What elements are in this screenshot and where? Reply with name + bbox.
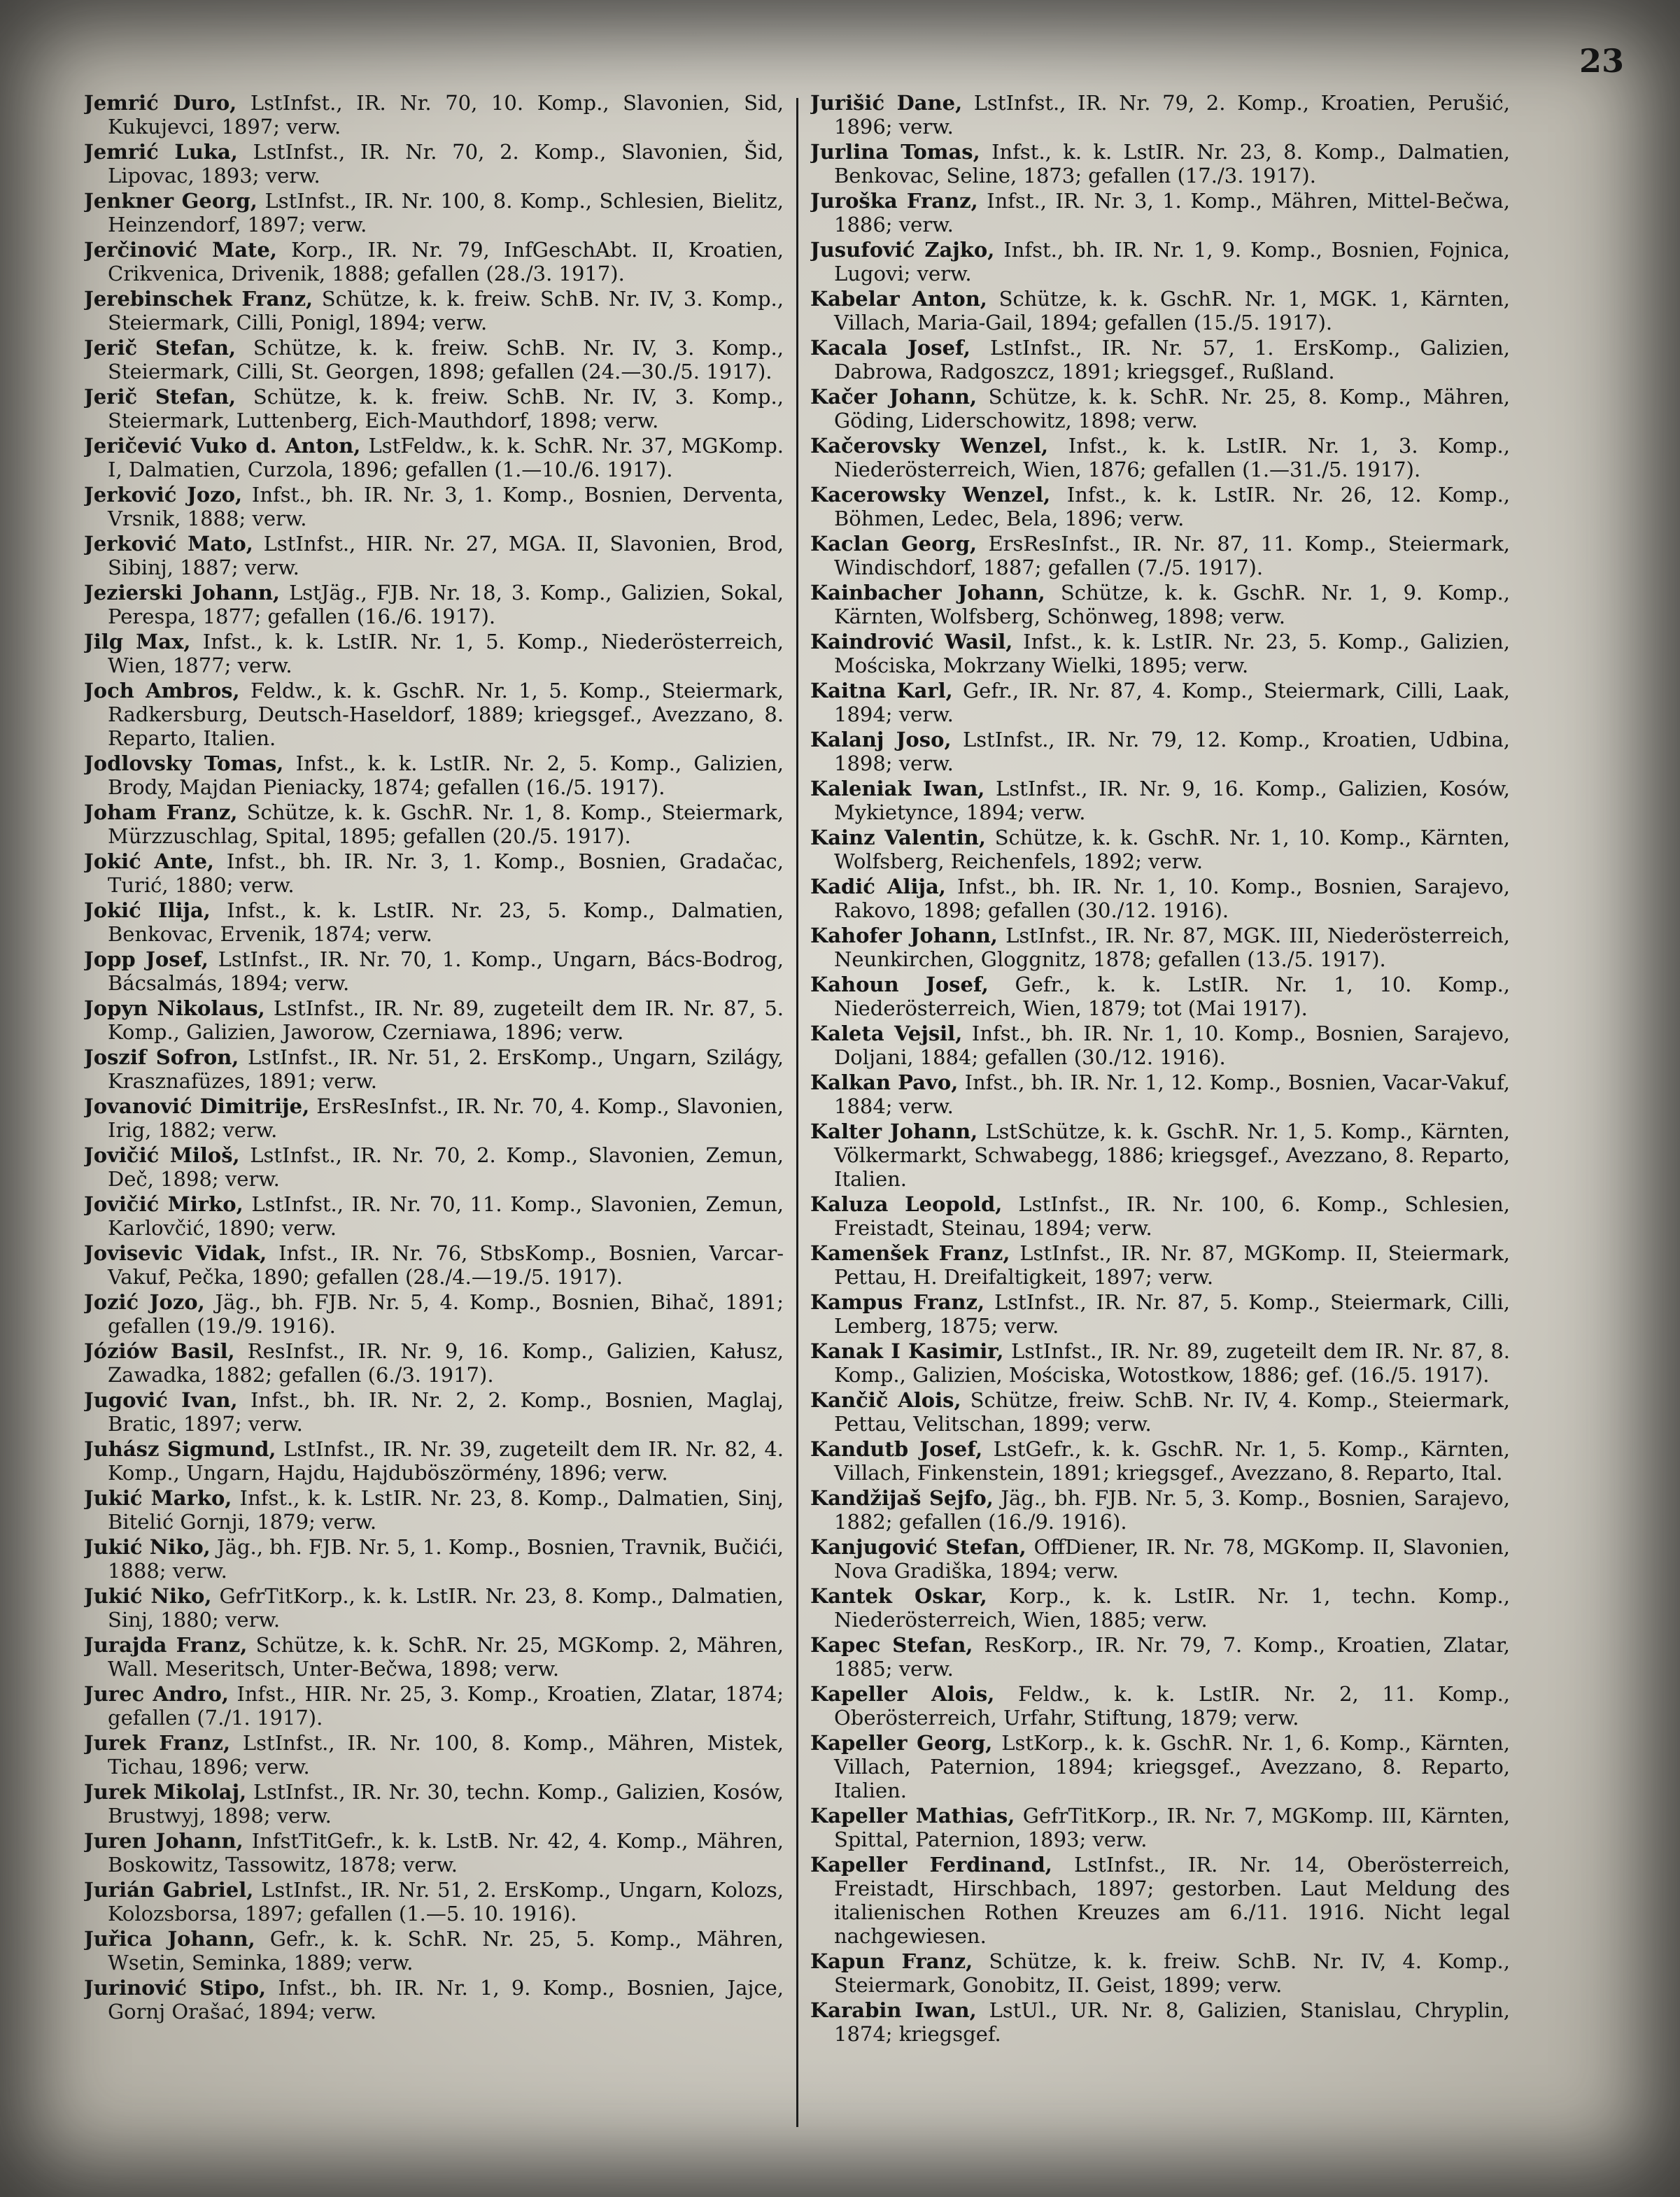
entry-details: LstInfst., IR. Nr. 100, 8. Komp., Mähren, Mistek, Tichau, 1896; verw. xyxy=(108,1731,784,1779)
entry-name: Kapeller Alois, xyxy=(810,1682,995,1706)
casualty-entry xyxy=(84,1976,784,2023)
casualty-entry xyxy=(810,973,1510,1020)
entry-details: Infst., k. k. LstIR. Nr. 23, 5. Komp., Dalmatien, Benkovac, Ervenik, 1874; verw. xyxy=(108,898,784,946)
casualty-entry xyxy=(84,1486,784,1534)
entry-name: Jerebinschek Franz, xyxy=(84,287,313,311)
casualty-entry xyxy=(84,385,784,432)
entry-name: Kadić Alija, xyxy=(810,875,946,898)
entry-name: Jodlovsky Tomas, xyxy=(84,751,284,775)
entry-details: LstKorp., k. k. GschR. Nr. 1, 6. Komp., Kärnten, Villach, Paternion, 1894; kriegsgef., Avezzano, 8. Reparto, Italien. xyxy=(834,1731,1510,1802)
entry-name: Józiów Basil, xyxy=(84,1339,235,1363)
entry-details: Infst., k. k. LstIR. Nr. 1, 5. Komp., Niederösterreich, Wien, 1877; verw. xyxy=(108,630,784,677)
entry-name: Kapun Franz, xyxy=(810,1949,973,1973)
casualty-entry xyxy=(84,1437,784,1485)
entry-details: LstInfst., IR. Nr. 70, 1. Komp., Ungarn, Bács-Bodrog, Bácsalmás, 1894; verw. xyxy=(108,947,784,995)
entry-name: Kandžijaš Sejfo, xyxy=(810,1486,994,1510)
entry-name: Kaleniak Iwan, xyxy=(810,777,985,800)
entry-details: Gefr., k. k. SchR. Nr. 25, 5. Komp., Mähren, Wsetin, Seminka, 1889; verw. xyxy=(108,1927,784,1975)
casualty-entry xyxy=(84,1780,784,1828)
casualty-entry xyxy=(84,238,784,285)
entry-details: LstInfst., IR. Nr. 39, zugeteilt dem IR. Nr. 82, 4. Komp., Ungarn, Hajdu, Hajduböszörmény, 1896; verw. xyxy=(108,1437,784,1485)
entry-details: Infst., bh. IR. Nr. 3, 1. Komp., Bosnien, Derventa, Vrsnik, 1888; verw. xyxy=(108,483,784,530)
entry-name: Jurián Gabriel, xyxy=(84,1878,254,1902)
entry-name: Kaleta Vejsil, xyxy=(810,1022,963,1045)
entry-name: Kacala Josef, xyxy=(810,336,970,360)
casualty-entry xyxy=(84,581,784,628)
casualty-entry xyxy=(810,287,1510,334)
casualty-entry xyxy=(810,679,1510,726)
entry-name: Jukić Marko, xyxy=(84,1486,232,1510)
casualty-entry xyxy=(810,630,1510,677)
casualty-entry xyxy=(84,1241,784,1289)
entry-name: Kapeller Mathias, xyxy=(810,1804,1015,1828)
entry-details: ErsResInfst., IR. Nr. 70, 4. Komp., Slavonien, Irig, 1882; verw. xyxy=(108,1094,784,1142)
casualty-entry xyxy=(810,483,1510,530)
casualty-entry xyxy=(84,1682,784,1730)
entry-details: Infst., bh. IR. Nr. 1, 10. Komp., Bosnien, Sarajevo, Doljani, 1884; gefallen (30./12. 1916). xyxy=(834,1022,1510,1069)
entry-details: GefrTitKorp., k. k. LstIR. Nr. 23, 8. Komp., Dalmatien, Sinj, 1880; verw. xyxy=(108,1584,784,1632)
entry-details: LstInfst., IR. Nr. 51, 2. ErsKomp., Ungarn, Szilágy, Krasznafüzes, 1891; verw. xyxy=(108,1045,784,1093)
entry-details: Gefr., IR. Nr. 87, 4. Komp., Steiermark, Cilli, Laak, 1894; verw. xyxy=(834,679,1510,726)
casualty-entry xyxy=(810,1633,1510,1681)
entry-name: Jokić Ilija, xyxy=(84,898,211,922)
entry-name: Jurek Mikolaj, xyxy=(84,1780,247,1804)
entry-name: Juhász Sigmund, xyxy=(84,1437,276,1461)
right-column xyxy=(810,91,1510,2162)
entry-name: Jopyn Nikolaus, xyxy=(84,996,265,1020)
casualty-entry xyxy=(84,1584,784,1632)
entry-name: Jurek Franz, xyxy=(84,1731,231,1755)
entry-details: LstInfst., IR. Nr. 89, zugeteilt dem IR. Nr. 87, 5. Komp., Galizien, Jaworow, Czerniawa, 1896; verw. xyxy=(108,996,784,1044)
casualty-entry xyxy=(810,1290,1510,1338)
casualty-entry xyxy=(810,581,1510,628)
casualty-entry xyxy=(810,1853,1510,1948)
entry-name: Kanak I Kasimir, xyxy=(810,1339,1004,1363)
entry-name: Kandutb Josef, xyxy=(810,1437,983,1461)
casualty-entry xyxy=(810,1804,1510,1851)
entry-details: Schütze, k. k. GschR. Nr. 1, 8. Komp., Steiermark, Mürzzuschlag, Spital, 1895; gefallen (20./5. 1917). xyxy=(108,800,784,848)
entry-details: Schütze, k. k. GschR. Nr. 1, 10. Komp., Kärnten, Wolfsberg, Reichenfels, 1892; verw. xyxy=(834,826,1510,873)
casualty-entry xyxy=(810,1998,1510,2046)
entry-name: Jurinović Stipo, xyxy=(84,1976,267,2000)
entry-details: Infst., bh. IR. Nr. 2, 2. Komp., Bosnien, Maglaj, Bratic, 1897; verw. xyxy=(108,1388,784,1436)
casualty-entry xyxy=(810,777,1510,824)
casualty-entry xyxy=(84,483,784,530)
entry-details: LstInfst., IR. Nr. 87, MGK. III, Niederösterreich, Neunkirchen, Gloggnitz, 1878; gefallen (13./5. 1917). xyxy=(834,924,1510,971)
entry-details: LstInfst., IR. Nr. 9, 16. Komp., Galizien, Kosów, Mykietynce, 1894; verw. xyxy=(834,777,1510,824)
entry-details: LstInfst., IR. Nr. 100, 6. Komp., Schlesien, Freistadt, Steinau, 1894; verw. xyxy=(834,1192,1510,1240)
casualty-entry xyxy=(84,1731,784,1779)
entry-name: Jeričević Vuko d. Anton, xyxy=(84,434,361,458)
entry-name: Joham Franz, xyxy=(84,800,238,824)
casualty-entry xyxy=(84,1633,784,1681)
entry-details: LstInfst., IR. Nr. 87, MGKomp. II, Steiermark, Pettau, H. Dreifaltigkeit, 1897; verw. xyxy=(834,1241,1510,1289)
casualty-entry xyxy=(810,1535,1510,1583)
casualty-entry xyxy=(810,532,1510,579)
left-column xyxy=(84,91,784,2162)
entry-name: Kančič Alois, xyxy=(810,1388,961,1412)
casualty-entry xyxy=(810,434,1510,481)
casualty-entry xyxy=(84,1192,784,1240)
entry-name: Juroška Franz, xyxy=(810,189,978,213)
entry-name: Jovisevic Vidak, xyxy=(84,1241,267,1265)
entry-name: Kapec Stefan, xyxy=(810,1633,973,1657)
casualty-entry xyxy=(84,336,784,383)
column-divider xyxy=(796,98,798,2127)
entry-details: Schütze, freiw. SchB. Nr. IV, 4. Komp., Steiermark, Pettau, Velitschan, 1899; verw. xyxy=(834,1388,1510,1436)
entry-details: Schütze, k. k. SchR. Nr. 25, MGKomp. 2, Mähren, Wall. Meseritsch, Unter-Bečwa, 1898; verw. xyxy=(108,1633,784,1681)
casualty-entry xyxy=(810,1437,1510,1485)
entry-details: Infst., HIR. Nr. 25, 3. Komp., Kroatien, Zlatar, 1874; gefallen (7./1. 1917). xyxy=(108,1682,784,1730)
casualty-entry xyxy=(84,630,784,677)
entry-details: Infst., k. k. LstIR. Nr. 1, 3. Komp., Niederösterreich, Wien, 1876; gefallen (1.—31./5. 1917). xyxy=(834,434,1510,481)
entry-details: Korp., k. k. LstIR. Nr. 1, techn. Komp., Niederösterreich, Wien, 1885; verw. xyxy=(834,1584,1510,1632)
entry-name: Kampus Franz, xyxy=(810,1290,985,1314)
casualty-entry xyxy=(810,385,1510,432)
casualty-entry xyxy=(810,1119,1510,1191)
entry-name: Kaclan Georg, xyxy=(810,532,977,556)
entry-name: Jusufović Zajko, xyxy=(810,238,995,262)
entry-details: Schütze, k. k. SchR. Nr. 25, 8. Komp., Mähren, Göding, Liderschowitz, 1898; verw. xyxy=(834,385,1510,432)
entry-details: LstInfst., IR. Nr. 70, 2. Komp., Slavonien, Šid, Lipovac, 1893; verw. xyxy=(108,140,784,188)
casualty-entry xyxy=(810,728,1510,775)
page-number: 23 xyxy=(1579,42,1624,80)
casualty-entry xyxy=(84,1878,784,1926)
entry-name: Jokić Ante, xyxy=(84,849,215,873)
entry-name: Kalter Johann, xyxy=(810,1119,978,1143)
entry-details: GefrTitKorp., IR. Nr. 7, MGKomp. III, Kärnten, Spittal, Paternion, 1893; verw. xyxy=(834,1804,1510,1851)
entry-name: Jerković Mato, xyxy=(84,532,253,556)
entry-details: Infst., bh. IR. Nr. 1, 9. Komp., Bosnien, Fojnica, Lugovi; verw. xyxy=(834,238,1510,285)
entry-name: Kalanj Joso, xyxy=(810,728,952,751)
entry-details: Schütze, k. k. freiw. SchB. Nr. IV, 3. Komp., Steiermark, Cilli, St. Georgen, 1898; gefallen (24.—30./5. 1917). xyxy=(108,336,784,383)
entry-details: Infst., k. k. LstIR. Nr. 23, 5. Komp., Galizien, Mościska, Mokrzany Wielki, 1895; verw. xyxy=(834,630,1510,677)
casualty-entry xyxy=(84,898,784,946)
entry-details: Infst., k. k. LstIR. Nr. 26, 12. Komp., Böhmen, Ledec, Bela, 1896; verw. xyxy=(834,483,1510,530)
entry-name: Jemrić Duro, xyxy=(84,91,237,115)
entry-name: Joszif Sofron, xyxy=(84,1045,239,1069)
entry-name: Kahofer Johann, xyxy=(810,924,998,947)
casualty-entry xyxy=(84,1290,784,1338)
entry-name: Kapeller Georg, xyxy=(810,1731,993,1755)
casualty-entry xyxy=(810,826,1510,873)
casualty-entry xyxy=(84,1535,784,1583)
entry-name: Jerič Stefan, xyxy=(84,385,237,409)
entry-details: Jäg., bh. FJB. Nr. 5, 4. Komp., Bosnien, Bihač, 1891; gefallen (19./9. 1916). xyxy=(108,1290,784,1338)
casualty-entry xyxy=(84,91,784,139)
entry-name: Kanjugović Stefan, xyxy=(810,1535,1026,1559)
entry-name: Jerčinović Mate, xyxy=(84,238,277,262)
casualty-entry xyxy=(84,140,784,188)
casualty-entry xyxy=(84,679,784,750)
entry-details: Infst., bh. IR. Nr. 1, 10. Komp., Bosnien, Sarajevo, Rakovo, 1898; gefallen (30./12. 1916). xyxy=(834,875,1510,922)
casualty-entry xyxy=(810,1682,1510,1730)
entry-details: LstInfst., IR. Nr. 57, 1. ErsKomp., Galizien, Dabrowa, Radgoszcz, 1891; kriegsgef., Rußland. xyxy=(834,336,1510,383)
casualty-entry xyxy=(810,189,1510,236)
casualty-entry xyxy=(810,1339,1510,1387)
casualty-entry xyxy=(84,1829,784,1877)
casualty-entry xyxy=(84,1045,784,1093)
entry-name: Kabelar Anton, xyxy=(810,287,987,311)
entry-details: Schütze, k. k. freiw. SchB. Nr. IV, 4. Komp., Steiermark, Gonobitz, II. Geist, 1899; verw. xyxy=(834,1949,1510,1997)
entry-name: Kapeller Ferdinand, xyxy=(810,1853,1052,1877)
casualty-entry xyxy=(84,800,784,848)
entry-details: ErsResInfst., IR. Nr. 87, 11. Komp., Steiermark, Windischdorf, 1887; gefallen (7./5. 1917). xyxy=(834,532,1510,579)
entry-name: Jurišić Dane, xyxy=(810,91,963,115)
entry-name: Kaindrović Wasil, xyxy=(810,630,1013,654)
entry-name: Kačerovsky Wenzel, xyxy=(810,434,1049,458)
entry-details: Infst., IR. Nr. 76, StbsKomp., Bosnien, Varcar-Vakuf, Pečka, 1890; gefallen (28./4.—19./5. 1917). xyxy=(108,1241,784,1289)
entry-name: Jurajda Franz, xyxy=(84,1633,248,1657)
entry-details: Schütze, k. k. freiw. SchB. Nr. IV, 3. Komp., Steiermark, Luttenberg, Eich-Mauthdorf, 1898; verw. xyxy=(108,385,784,432)
casualty-entry xyxy=(84,1388,784,1436)
entry-details: LstInfst., IR. Nr. 87, 5. Komp., Steiermark, Cilli, Lemberg, 1875; verw. xyxy=(834,1290,1510,1338)
entry-details: LstInfst., IR. Nr. 70, 10. Komp., Slavonien, Sid, Kukujevci, 1897; verw. xyxy=(108,91,784,139)
entry-name: Jenkner Georg, xyxy=(84,189,257,213)
casualty-entry xyxy=(84,287,784,334)
entry-name: Jukić Niko, xyxy=(84,1584,212,1608)
entry-details: Schütze, k. k. GschR. Nr. 1, 9. Komp., Kärnten, Wolfsberg, Schönweg, 1898; verw. xyxy=(834,581,1510,628)
casualty-entry xyxy=(810,336,1510,383)
entry-name: Kamenšek Franz, xyxy=(810,1241,1010,1265)
entry-name: Kainz Valentin, xyxy=(810,826,986,849)
entry-details: Gefr., k. k. LstIR. Nr. 1, 10. Komp., Niederösterreich, Wien, 1879; tot (Mai 1917). xyxy=(834,973,1510,1020)
entry-name: Jukić Niko, xyxy=(84,1535,211,1559)
entry-name: Jurec Andro, xyxy=(84,1682,229,1706)
casualty-entry xyxy=(84,849,784,897)
entry-details: Infst., bh. IR. Nr. 1, 9. Komp., Bosnien, Jajce, Gornj Orašać, 1894; verw. xyxy=(108,1976,784,2023)
entry-name: Jemrić Luka, xyxy=(84,140,238,164)
casualty-entry xyxy=(810,875,1510,922)
entry-name: Karabin Iwan, xyxy=(810,1998,977,2022)
casualty-entry xyxy=(810,1486,1510,1534)
entry-details: Feldw., k. k. GschR. Nr. 1, 5. Komp., Steiermark, Radkersburg, Deutsch-Haseldorf, 1889; kriegsgef., Avezzano, 8. Reparto, Italien. xyxy=(108,679,784,750)
entry-details: Schütze, k. k. freiw. SchB. Nr. IV, 3. Komp., Steiermark, Cilli, Ponigl, 1894; verw. xyxy=(108,287,784,334)
entry-details: LstInfst., IR. Nr. 79, 12. Komp., Kroatien, Udbina, 1898; verw. xyxy=(834,728,1510,775)
entry-name: Kahoun Josef, xyxy=(810,973,989,996)
entry-name: Kalkan Pavo, xyxy=(810,1071,959,1094)
casualty-entry xyxy=(810,238,1510,285)
entry-name: Kaluza Leopold, xyxy=(810,1192,1003,1216)
entry-details: Infst., k. k. LstIR. Nr. 23, 8. Komp., Dalmatien, Sinj, Bitelić Gornji, 1879; verw. xyxy=(108,1486,784,1534)
entry-details: Jäg., bh. FJB. Nr. 5, 1. Komp., Bosnien, Travnik, Bučići, 1888; verw. xyxy=(108,1535,784,1583)
entry-details: LstGefr., k. k. GschR. Nr. 1, 5. Komp., Kärnten, Villach, Finkenstein, 1891; kriegsgef., Avezzano, 8. Reparto, Ital. xyxy=(834,1437,1510,1485)
entry-details: LstInfst., IR. Nr. 79, 2. Komp., Kroatien, Perušić, 1896; verw. xyxy=(834,91,1510,139)
entry-name: Kainbacher Johann, xyxy=(810,581,1045,605)
casualty-entry xyxy=(810,1949,1510,1997)
entry-name: Jovičić Miloš, xyxy=(84,1143,240,1167)
entry-details: LstJäg., FJB. Nr. 18, 3. Komp., Galizien, Sokal, Perespa, 1877; gefallen (16./6. 1917). xyxy=(108,581,784,628)
entry-details: Infst., k. k. LstIR. Nr. 23, 8. Komp., Dalmatien, Benkovac, Seline, 1873; gefallen (17./3. 1917). xyxy=(834,140,1510,188)
entry-details: LstInfst., IR. Nr. 51, 2. ErsKomp., Ungarn, Kolozs, Kolozsborsa, 1897; gefallen (1.—5. 10. 1916). xyxy=(108,1878,784,1926)
entry-details: LstInfst., IR. Nr. 70, 2. Komp., Slavonien, Zemun, Deč, 1898; verw. xyxy=(108,1143,784,1191)
entry-name: Jovanović Dimitrije, xyxy=(84,1094,310,1118)
entry-details: LstInfst., IR. Nr. 70, 11. Komp., Slavonien, Zemun, Karlovčić, 1890; verw. xyxy=(108,1192,784,1240)
entry-name: Juřica Johann, xyxy=(84,1927,255,1951)
casualty-entry xyxy=(810,1584,1510,1632)
casualty-entry xyxy=(810,1071,1510,1118)
casualty-entry xyxy=(810,140,1510,188)
casualty-entry xyxy=(84,751,784,799)
entry-name: Jurlina Tomas, xyxy=(810,140,980,164)
casualty-entry xyxy=(84,947,784,995)
entry-details: Korp., IR. Nr. 79, InfGeschAbt. II, Kroatien, Crikvenica, Drivenik, 1888; gefallen (28./3. 1917). xyxy=(108,238,784,285)
entry-name: Jezierski Johann, xyxy=(84,581,281,605)
entry-details: LstInfst., IR. Nr. 14, Oberösterreich, Freistadt, Hirschbach, 1897; gestorben. Laut Meldung des italienischen Rothen Kreuzes am 6./11. 1916. Nicht legal nachgewiesen. xyxy=(834,1853,1510,1948)
casualty-entry xyxy=(810,924,1510,971)
entry-details: LstSchütze, k. k. GschR. Nr. 1, 5. Komp., Kärnten, Völkermarkt, Schwabegg, 1886; kriegsgef., Avezzano, 8. Reparto, Italien. xyxy=(834,1119,1510,1191)
entry-name: Jerković Jozo, xyxy=(84,483,243,507)
entry-details: LstInfst., IR. Nr. 100, 8. Komp., Schlesien, Bielitz, Heinzendorf, 1897; verw. xyxy=(108,189,784,236)
entry-details: InfstTitGefr., k. k. LstB. Nr. 42, 4. Komp., Mähren, Boskowitz, Tassowitz, 1878; verw. xyxy=(108,1829,784,1877)
entry-name: Kacerowsky Wenzel, xyxy=(810,483,1051,507)
entry-details: LstUl., UR. Nr. 8, Galizien, Stanislau, Chryplin, 1874; kriegsgef. xyxy=(834,1998,1510,2046)
entry-name: Jovičić Mirko, xyxy=(84,1192,243,1216)
entry-name: Juren Johann, xyxy=(84,1829,243,1853)
entry-details: Infst., IR. Nr. 3, 1. Komp., Mähren, Mittel-Bečwa, 1886; verw. xyxy=(834,189,1510,236)
casualty-entry xyxy=(810,1731,1510,1802)
casualty-entry xyxy=(84,532,784,579)
entry-name: Kaitna Karl, xyxy=(810,679,953,702)
casualty-entry xyxy=(810,1192,1510,1240)
casualty-entry xyxy=(84,1339,784,1387)
entry-details: LstInfst., HIR. Nr. 27, MGA. II, Slavonien, Brod, Sibinj, 1887; verw. xyxy=(108,532,784,579)
entry-name: Jerič Stefan, xyxy=(84,336,237,360)
entry-name: Jopp Josef, xyxy=(84,947,209,971)
entry-details: Feldw., k. k. LstIR. Nr. 2, 11. Komp., Oberösterreich, Urfahr, Stiftung, 1879; verw. xyxy=(834,1682,1510,1730)
casualty-entry xyxy=(810,1388,1510,1436)
entry-details: ResKorp., IR. Nr. 79, 7. Komp., Kroatien, Zlatar, 1885; verw. xyxy=(834,1633,1510,1681)
entry-details: Infst., bh. IR. Nr. 1, 12. Komp., Bosnien, Vacar-Vakuf, 1884; verw. xyxy=(834,1071,1510,1118)
entry-name: Joch Ambros, xyxy=(84,679,240,702)
entry-name: Kačer Johann, xyxy=(810,385,977,409)
casualty-entry xyxy=(84,1094,784,1142)
entry-details: LstInfst., IR. Nr. 30, techn. Komp., Galizien, Kosów, Brustwyj, 1898; verw. xyxy=(108,1780,784,1828)
entry-name: Kantek Oskar, xyxy=(810,1584,987,1608)
entry-details: Infst., bh. IR. Nr. 3, 1. Komp., Bosnien, Gradačac, Turić, 1880; verw. xyxy=(108,849,784,897)
entry-details: Schütze, k. k. GschR. Nr. 1, MGK. 1, Kärnten, Villach, Maria-Gail, 1894; gefallen (15./5. 1917). xyxy=(834,287,1510,334)
casualty-entry xyxy=(810,1022,1510,1069)
casualty-entry xyxy=(84,996,784,1044)
casualty-entry xyxy=(84,1143,784,1191)
casualty-entry xyxy=(810,1241,1510,1289)
entry-details: LstInfst., IR. Nr. 89, zugeteilt dem IR. Nr. 87, 8. Komp., Galizien, Mościska, Wotostkow, 1886; gef. (16./5. 1917). xyxy=(834,1339,1510,1387)
casualty-entry xyxy=(84,1927,784,1975)
casualty-entry xyxy=(810,91,1510,139)
entry-details: LstFeldw., k. k. SchR. Nr. 37, MGKomp. I, Dalmatien, Curzola, 1896; gefallen (1.—10./6. 1917). xyxy=(108,434,784,481)
entry-name: Jozić Jozo, xyxy=(84,1290,205,1314)
entry-details: ResInfst., IR. Nr. 9, 16. Komp., Galizien, Kałusz, Zawadka, 1882; gefallen (6./3. 1917). xyxy=(108,1339,784,1387)
entry-details: Infst., k. k. LstIR. Nr. 2, 5. Komp., Galizien, Brody, Majdan Pieniacky, 1874; gefallen (16./5. 1917). xyxy=(108,751,784,799)
casualty-entry xyxy=(84,434,784,481)
entry-details: OffDiener, IR. Nr. 78, MGKomp. II, Slavonien, Nova Gradiška, 1894; verw. xyxy=(834,1535,1510,1583)
entry-details: Jäg., bh. FJB. Nr. 5, 3. Komp., Bosnien, Sarajevo, 1882; gefallen (16./9. 1916). xyxy=(834,1486,1510,1534)
entry-name: Jilg Max, xyxy=(84,630,191,654)
entry-name: Jugović Ivan, xyxy=(84,1388,238,1412)
casualty-entry xyxy=(84,189,784,236)
